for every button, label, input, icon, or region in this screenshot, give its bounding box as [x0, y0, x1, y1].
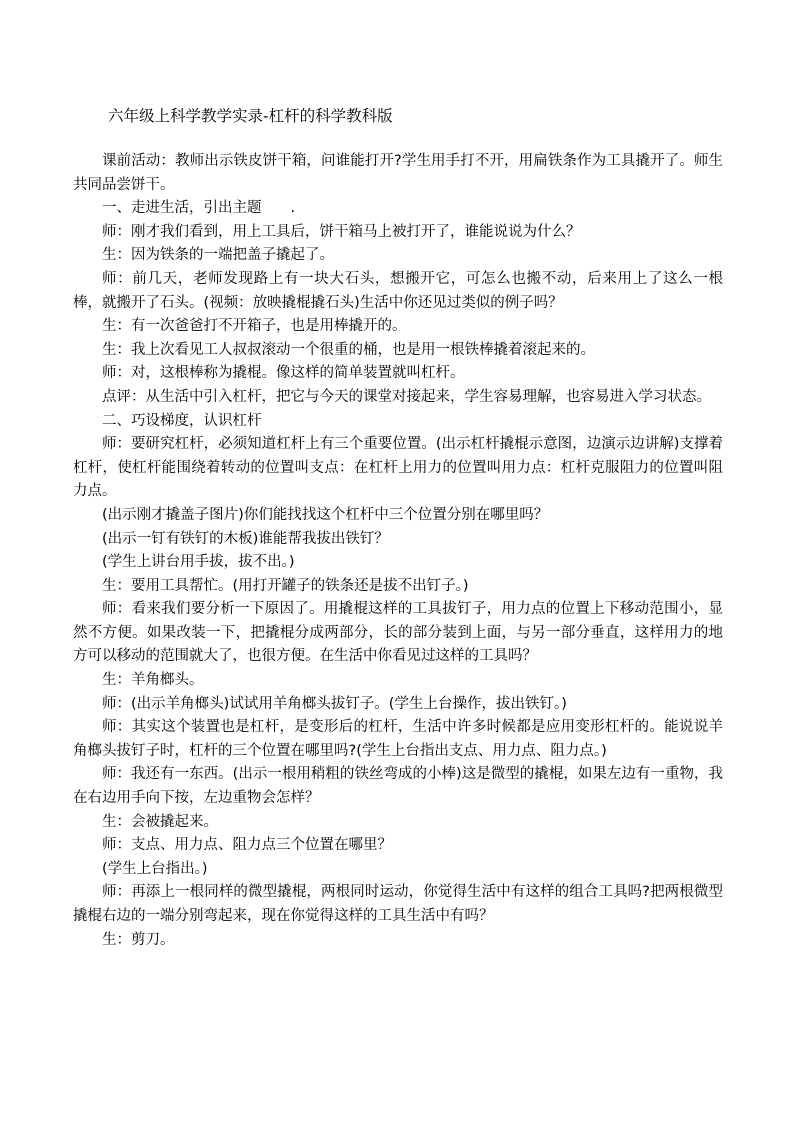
paragraph: 师：刚才我们看到，用上工具后，饼干箱马上被打开了，谁能说说为什么？	[102, 223, 581, 240]
paragraph: (学生上讲台用手拔，拔不出。)	[102, 554, 295, 571]
paragraph: (学生上台指出。)	[102, 860, 208, 877]
paragraph: 师：再添上一根同样的微型撬棍，两根同时运动，你觉得生活中有这样的组合工具吗?把两根微型撬棍右边的一端分别弯起来，现在你觉得这样的工具生活中有吗？	[73, 884, 723, 924]
paragraph: 生：要用工具帮忙。(用打开罐子的铁条还是拔不出钉子。)	[102, 577, 469, 594]
section-heading-1: 一、走进生活，引出主题 .	[102, 200, 296, 217]
paragraph-comment: 点评：从生活中引入杠杆，把它与今天的课堂对接起来，学生容易理解，也容易进入学习状态。	[102, 388, 711, 405]
section-heading-2: 二、巧设梯度，认识杠杆	[102, 412, 262, 429]
document-body	[73, 150, 723, 952]
paragraph: 生：我上次看见工人叔叔滚动一个很重的桶，也是用一根铁棒撬着滚起来的。	[102, 341, 595, 358]
paragraph: 师：我还有一东西。(出示一根用稍粗的铁丝弯成的小棒)这是微型的撬棍，如果左边有一重物，我在右边用手向下按，左边重物会怎样？	[73, 766, 723, 807]
paragraph: 生：羊角榔头。	[102, 672, 204, 689]
paragraph: 师：其实这个装置也是杠杆，是变形后的杠杆，生活中许多时候都是应用变形杠杆的。能说说羊角榔头拔钉子时，杠杆的三个位置在哪里吗?(学生上台指出支点、用力点、阻力点。)	[73, 719, 723, 759]
paragraph: 师：要研究杠杆，必须知道杠杆上有三个重要位置。(出示杠杆撬棍示意图，边演示边讲解)支撑着杠杆，使杠杆能围绕着转动的位置叫支点：在杠杆上用力的位置叫用力点：杠杆克服阻力的位置叫阻力点。	[73, 436, 723, 500]
paragraph: 生：会被撬起来。	[102, 813, 218, 830]
paragraph: (出示一钉有铁钉的木板)谁能帮我拔出铁钉？	[102, 530, 389, 547]
paragraph: 师：支点、用力点、阻力点三个位置在哪里？	[102, 837, 392, 854]
paragraph: 师：看来我们要分析一下原因了。用撬棍这样的工具拔钉子，用力点的位置上下移动范围小，显然不方便。如果改装一下，把撬棍分成两部分，长的部分装到上面，与另一部分垂直，这样用力的地方可以移动的范围就大了，也很方便。在生活中你看见过这样的工具吗？	[73, 601, 723, 665]
paragraph: 生：有一次爸爸打不开箱子，也是用棒撬开的。	[102, 318, 407, 335]
document-title: 六年级上科学教学实录-杠杆的科学教科版	[108, 107, 393, 125]
paragraph: 生：剪刀。	[102, 931, 175, 948]
paragraph: 生：因为铁条的一端把盖子撬起了。	[102, 247, 334, 264]
paragraph-pre-class-activity: 课前活动：教师出示铁皮饼干箱，问谁能打开?学生用手打不开，用扁铁条作为工具撬开了。师生共同品尝饼干。	[73, 153, 723, 193]
paragraph: (出示刚才撬盖子图片)你们能找找这个杠杆中三个位置分别在哪里吗？	[102, 506, 549, 523]
paragraph: 师：(出示羊角榔头)试试用羊角榔头拔钉子。(学生上台操作，拔出铁钉。)	[102, 695, 567, 712]
paragraph: 师：前几天，老师发现路上有一块大石头，想搬开它，可怎么也搬不动，后来用上了这么一根棒，就搬开了石头。(视频：放映撬棍撬石头)生活中你还见过类似的例子吗？	[73, 270, 723, 311]
paragraph: 师：对，这根棒称为撬棍。像这样的简单装置就叫杠杆。	[102, 365, 465, 382]
